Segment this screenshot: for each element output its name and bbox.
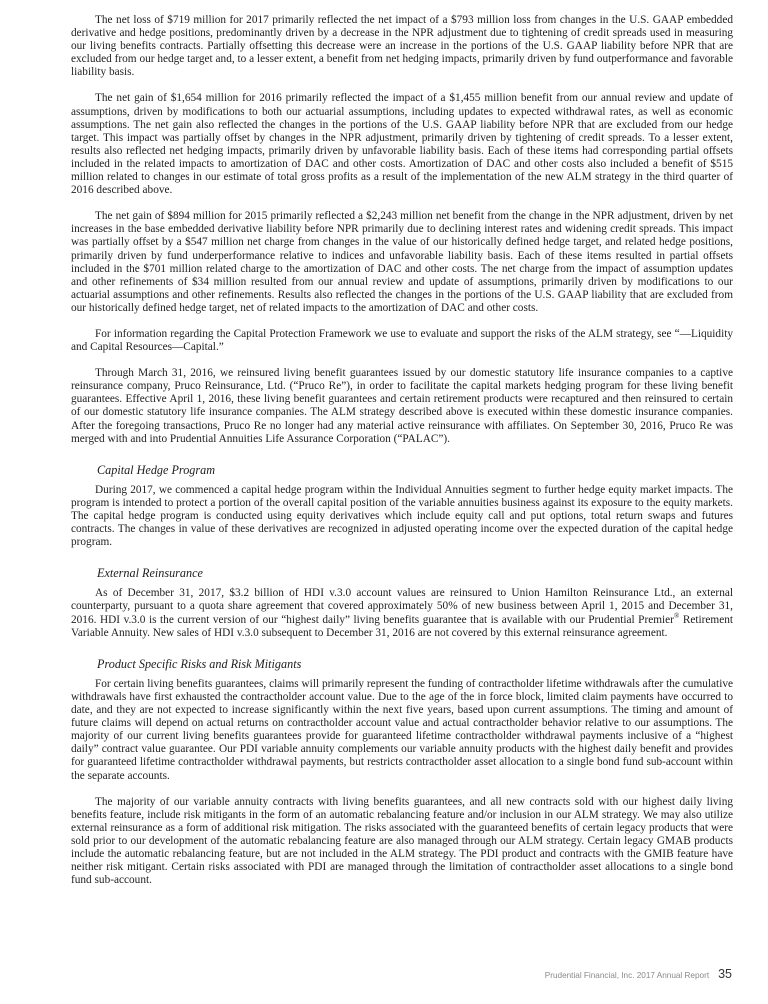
paragraph-external-reinsurance (71, 587, 733, 639)
section-heading-external-reinsurance: External Reinsurance (97, 566, 203, 581)
document-body (71, 14, 733, 900)
paragraph-risk-mitigants: The majority of our variable annuity contracts with living benefits guarantees, and all new contracts sold with our highest daily living benefits feature, include risk mitigants in the form of an automatic rebalancing feature and/or inclusion in our ALM strategy. We may also utilize external reinsurance as a form of additional risk mitigation. The risks associated with the guaranteed benefits of certain legacy products that were sold prior to our development of the automatic rebalancing feature are also managed through our ALM strategy. Certain legacy GMAB products include the automatic rebalancing feature, but are not included in the ALM strategy. The PDI product and contracts with the GMIB feature have neither risk mitigant. Certain risks associated with PDI are managed through the limitation of contractholder asset allocations to a single bond fund sub-account. (71, 795, 733, 887)
paragraph-2015-net-gain: The net gain of $894 million for 2015 primarily reflected a $2,243 million net benefit from the change in the NPR adjustment, driven by net increases in the base embedded derivative liability before NPR primarily due to declining interest rates and widening credit spreads. This impact was partially offset by a $547 million net charge from changes in the value of our historically defined hedge target, and related hedge positions, primarily driven by fund underperformance relative to indices and unfavorable liability basis. Each of these items resulted in partial offsets included in the $701 million related charge to the amortization of DAC and other costs. The net charge from the impact of assumption updates and other refinements of $34 million resulted from our annual review and update of assumptions, primarily driven by modifications to our actuarial assumptions and other refinements. Results also reflected the changes in the portions of the U.S. GAAP liability that are excluded from our historically defined hedge target, net of related impacts to the amortization of DAC and other costs. (71, 210, 733, 314)
paragraph-text-part-2: Retirement Variable Annuity. New sales of HDI v.3.0 subsequent to December 31, 2016 are not covered by this external reinsurance agreement. (71, 613, 734, 639)
paragraph-capital-protection-reference: For information regarding the Capital Protection Framework we use to evaluate and support the risks of the ALM strategy, see “—Liquidity and Capital Resources—Capital.” (71, 327, 733, 354)
registered-trademark-symbol: ® (673, 611, 680, 620)
paragraph-pruco-re: Through March 31, 2016, we reinsured living benefit guarantees issued by our domestic statutory life insurance companies to a captive reinsurance company, Pruco Reinsurance, Ltd. (“Pruco Re”), in order to facilitate the capital markets hedging program for these living benefit guarantees. Effective April 1, 2016, these living benefit guarantees and certain retirement products were recaptured and then reinsured to certain of our domestic statutory life insurance companies. The ALM strategy described above is executed within these domestic insurance companies. After the foregoing transactions, Pruco Re no longer had any material active reinsurance with affiliates. On September 30, 2016, Pruco Re was merged with and into Prudential Annuities Life Assurance Corporation (“PALAC”). (71, 367, 733, 445)
footer-report-label: Prudential Financial, Inc. 2017 Annual Report (544, 971, 710, 980)
page-number: 35 (718, 967, 732, 981)
paragraph-capital-hedge-program: During 2017, we commenced a capital hedge program within the Individual Annuities segment to further hedge equity market impacts. The program is intended to protect a portion of the overall capital position of the variable annuities business against its exposure to the equity markets. The capital hedge program is conducted using equity derivatives which include equity call and put options, total return swaps and futures contracts. The changes in value of these derivatives are recognized in adjusted operating income over the expected duration of the capital hedge program. (71, 483, 733, 549)
section-heading-capital-hedge-program: Capital Hedge Program (97, 462, 216, 477)
page-footer (545, 967, 732, 981)
paragraph-2016-net-gain: The net gain of $1,654 million for 2016 primarily reflected the impact of a $1,455 million benefit from our annual review and update of assumptions, driven by modifications to both our actuarial assumptions, including updates to expected withdrawal rates, as well as economic assumptions. The net gain also reflected the changes in the portions of the U.S. GAAP liability before NPR that are excluded from our hedge target. This impact was partially offset by changes in the NPR adjustment, primarily driven by tightening of credit spreads. To a lesser extent, results also reflected net hedging impacts, primarily driven by unfavorable liability basis. Each of these items had corresponding partial offsets included in the related impacts to amortization of DAC and other costs. Amortization of DAC and other costs also included a benefit of $515 million related to changes in our estimate of total gross profits as a result of the implementation of the new ALM strategy in the third quarter of 2016 described above. (71, 92, 733, 197)
paragraph-2017-net-loss: The net loss of $719 million for 2017 primarily reflected the net impact of a $793 million loss from changes in the U.S. GAAP embedded derivative and hedge positions, predominantly driven by a decrease in the NPR adjustment due to tightening of credit spreads used in measuring our living benefits contracts. Partially offsetting this decrease were an increase in the portions of the U.S. GAAP liability before NPR that are excluded from our hedge target and, to a lesser extent, a benefit from net hedging impacts, primarily driven by fund outperformance and favorable liability basis. (71, 14, 733, 79)
section-heading-product-specific-risks: Product Specific Risks and Risk Mitigants (97, 656, 302, 671)
paragraph-living-benefits-claims: For certain living benefits guarantees, claims will primarily represent the funding of contractholder lifetime withdrawals after the cumulative withdrawals have first exhausted the contractholder account value. Due to the age of the in force block, limited claim payments have occurred to date, and they are not expected to increase significantly within the next five years, based upon current assumptions. The timing and amount of future claims will depend on actual returns on contractholder account value and actual contractholder behavior relative to our assumptions. The majority of our current living benefits guarantees provide for guaranteed lifetime contractholder withdrawal payments inclusive of a “highest daily” contract value guarantee. Our PDI variable annuity complements our variable annuity products with the highest daily benefit and provides for guaranteed lifetime contractholder withdrawal payments, but restricts contractholder asset allocation to a single bond fund sub-account within the separate accounts. (71, 677, 733, 782)
paragraph-text-part-1: As of December 31, 2017, $3.2 billion of HDI v.3.0 account values are reinsured to Union Hamilton Reinsurance Ltd., an external counterparty, pursuant to a quota share agreement that covered approximately 50% of new business between April 1, 2015 and December 31, 2016. HDI v.3.0 is the current version of our “highest daily” living benefits guarantee that is available with our Prudential Premier (71, 587, 733, 626)
